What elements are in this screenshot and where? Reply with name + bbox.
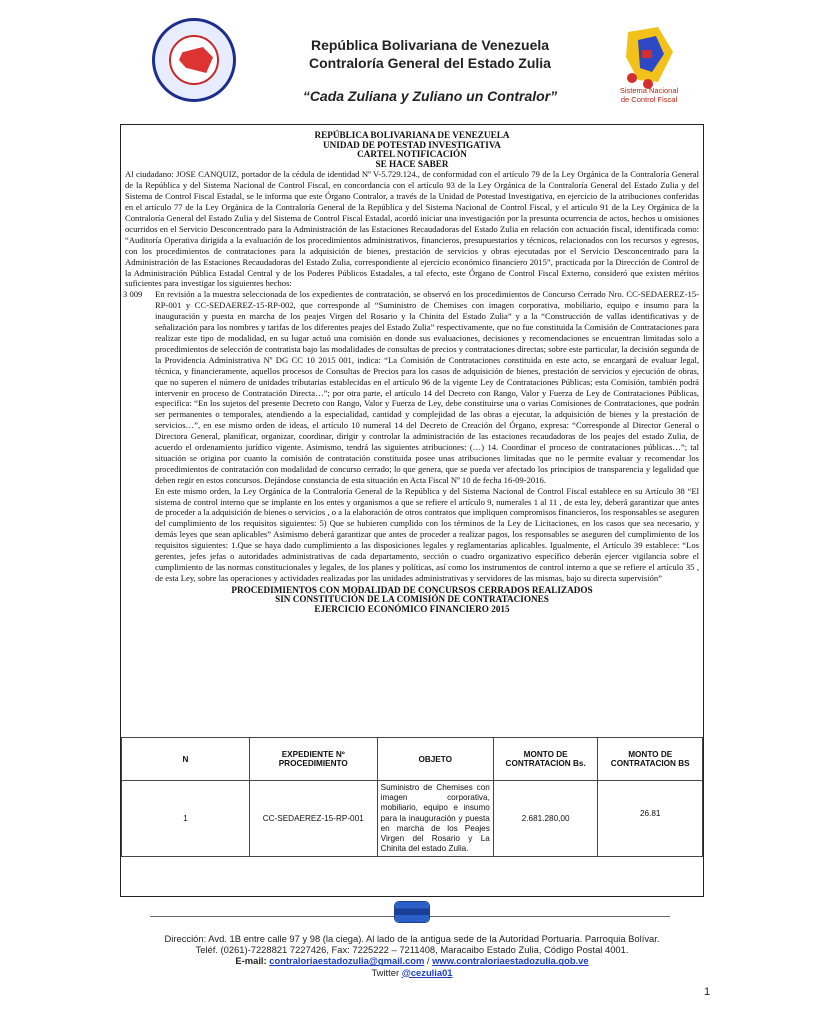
header-title	[280, 36, 580, 72]
sncf-label-line1: Sistema Nacional	[619, 86, 679, 95]
cell-objeto: Suministro de Chemises con imagen corporativa, mobiliario, equipo e insumo para la inauguración y puesta en marcha de los Peajes Virgen del Rosario y La Chinita del estado Zulia.	[377, 781, 493, 857]
cell-monto-2: 26.81	[598, 781, 703, 857]
cell-monto: 2.681.280,00	[493, 781, 598, 857]
col-header-monto: MONTO DE CONTRATACION Bs.	[493, 738, 598, 781]
table-row	[122, 781, 703, 857]
email-label: E-mail:	[235, 955, 267, 967]
col-header-monto-2: MONTO DE CONTRATACION BS	[598, 738, 703, 781]
paragraph-finding: En revisión a la muestra seleccionada de los expedientes de contratación, se observó en los procedimientos de Concurso Cerrado Nro. CC-SEDAEREZ-15-RP-001 y CC-SEDAEREZ-15-RP-002, que corresponde al “Suministro de Chemises con imagen corporativa, mobiliario, equipo e insumo para la inauguración y puesta en marcha de los peajes Virgen del Rosario y la Chinita del Estado Zulia” y a la “Construcción de vallas identificativas y de señalización para los nombres y tarifas de los diferentes peajes del Estado Zulia” respectivamente, que no fue constituida la Comisión de Contrataciones para realizar este tipo de modalidad, en su lugar actuó una comisión en donde sus evaluaciones, decisiones y recomendaciones se encuentran limitadas solo a procedimientos de selección de contratista bajo las modalidades de consultas de precios y contrataciones directas; sobre este particular, la decisión segunda de la Providencia Administrativa Nº DG CC 10 2015 001, indica: “La Comisión de Contrataciones constituida en este acto, se encargará de evaluar legal, técnica, y financieramente, aquellos procesos de Consultas de Precios para los casos de adquisición de bienes, prestación de servicios y ejecución de obras, que no superen el número de unidades tributarias establecidas en el artículo 96 de la vigente Ley de Contrataciones Públicas; esta Comisión, también podrá intervenir en proceso de Contratación Directa…”; por otra parte, el artículo 14 del Decreto con Rango, Valor y Fuerza de Ley de Contrataciones Públicas, especifica: “En los sujetos del presente Decreto con Rango, Valor y Fuerza de Ley, debe constituirse una o varias Comisiones de Contrataciones, que podrán ser permanentes o temporales, atendiendo a la especialidad, cantidad y complejidad de las obras a ejecutar, la adquisición de bienes y la prestación de servicios…”, en ese mismo orden de ideas, el artículo 10 numeral 14 del Decreto de Creación del Órgano, expresa: “Corresponde al Director General o Directora General, planificar, organizar, coordinar, dirigir y controlar la administración de las estaciones recaudadoras de los peajes del estado Zulia, de acuerdo el ordenamiento jurídico vigente. Asimismo, tendrá las siguientes atribuciones: (…) 14. Coordinar el proceso de contrataciones públicas…”; tal situación se origina por cuanto la comisión de contratación constituida posee unas atribuciones limitadas que no le permite evaluar y recomendar los procedimientos de contratación con modalidad de concurso cerrado; lo que genera, que se pueda ver afectado los principios de transparencia y legalidad que deben regir en estos concursos. Dejándose constancia de esta situación en Acta Fiscal Nº 10 de fecha 16-09-2016.	[155, 289, 699, 485]
header-line1: República Bolivariana de Venezuela	[310, 37, 550, 53]
sncf-label	[614, 86, 684, 104]
page-number: 1	[704, 986, 711, 998]
sncf-label-line2: de Control Fiscal	[620, 95, 678, 104]
footer-twitter	[120, 967, 704, 978]
table-title-3: EJERCICIO ECONÓMICO FINANCIERO 2015	[314, 604, 510, 614]
paragraph-legal-basis: En este mismo orden, la Ley Orgánica de la Contraloría General de la República y del Sistema Nacional de Control Fiscal establece en su Artículo 38 “El sistema de control interno que se implante en los entes y organismos a que se refiere el artículo 9, numerales 1 al 11 , de esta ley, deberá garantizar que antes de proceder a la adquisición de bienes o servicios , o a la elaboración de otros contratos que impliquen compromisos financieros, los responsables se aseguren del cumplimiento de los requisitos siguientes: 5) Que se hubieren cumplido con los términos de la Ley de Licitaciones, en los casos que sea necesario, y demás leyes que sean aplicables” Asimismo deberá garantizar que antes de proceder a realizar pagos, los responsables se aseguren del cumplimiento de los requisitos siguientes: 1.Que se haya dado cumplimiento a las disposiciones legales y reglamentarias aplicables. Igualmente, el Artículo 39 establece: “Los gerentes, jefes jefas o autoridades administrativas de cada departamento, sección o cuadro organizativo específico deberán ejercer vigilancia sobre el cumplimiento de las normas constitucionales y legales, de los planes y políticas, así como los instrumentos de control interno a que se refiere el artículo 35 , de esta Ley, sobre las operaciones y actividades realizadas por las unidades administrativas y servidores de las mismas, bajo su directa supervisión”	[155, 485, 699, 583]
header-line2: Contraloría General del Estado Zulia	[309, 55, 551, 71]
col-header-objeto: OBJETO	[377, 738, 493, 781]
table-title-2: SIN CONSTITUCIÓN DE LA COMISIÓN DE CONTRATACIONES	[275, 594, 549, 605]
footer-address: Dirección: Avd. 1B entre calle 97 y 98 (la ciega). Al lado de la antigua sede de la Autoridad Portuaria. Parroquia Bolívar.	[164, 933, 660, 944]
table-title-1: PROCEDIMIENTOS CON MODALIDAD DE CONCURSOS CERRADOS REALIZADOS	[231, 584, 593, 595]
zulia-flag-icon	[395, 902, 429, 922]
page-footer	[120, 933, 704, 978]
notice-title-2: UNIDAD DE POTESTAD INVESTIGATIVA	[323, 139, 501, 150]
footer-separator: /	[424, 955, 433, 967]
notice-title-block	[121, 131, 703, 169]
paragraph-notice: Al ciudadano: JOSE CANQUIZ, portador de la cédula de identidad Nº V-5.729.124., de conformidad con el artículo 79 de la Ley Orgánica de la Contraloría General de la República y del Sistema Nacional de Control Fiscal, en concordancia con el artículo 93 de la Ley Orgánica de la Contraloría General del Estado Zulia y del Sistema de Control Fiscal Estadal, se le informa que este Órgano Contralor, a través de la Unidad de Potestad Investigativa, en ejercicio de la atribuciones conferidas en el artículo 77 de la Ley Orgánica de la Contraloría General de la República y del Sistema Nacional de Control Fiscal, y el artículo 91 de la Ley Orgánica de la Contraloría General del Estado Zulia y del Sistema de Control Fiscal Estadal, acordó iniciar una investigación por la presunta ocurrencia de actos, hechos u omisiones ocurridos en el Servicio Desconcentrado para la Administración de las Estaciones Recaudadoras del Estado Zulia en relación con actuación fiscal, identificada como: “Auditoría Operativa dirigida a la evaluación de los procedimientos administrativos, financieros, presupuestarios y técnicos, relacionados con los recursos y egresos, con los procedimientos de contrataciones para la adquisición de bienes, prestación de servicios y obras ejecutadas por el Servicio Desconcentrado para la Administración de las Estaciones Recaudadoras del Estado Zulia, correspondiente al ejercicio económico financiero 2015”, practicada por la Dirección de Control de la Administración Pública Estadal Central y de los Poderes Públicos Estadales, a tal efecto, este Órgano de Control Fiscal Externo, consideró que existen méritos suficientes para investigar los siguientes hechos:	[125, 169, 699, 289]
notice-title-1: REPÚBLICA BOLIVARIANA DE VENEZUELA	[314, 130, 510, 140]
procedures-table	[121, 737, 703, 857]
twitter-link[interactable]: @cezulia01	[401, 966, 453, 978]
website-link[interactable]: www.contraloriaestadozulia.gob.ve	[432, 955, 589, 967]
notice-title-4: SE HACE SABER	[375, 158, 449, 169]
col-header-expediente: EXPEDIENTE Nº PROCEDIMIENTO	[249, 738, 377, 781]
table-header-row	[122, 738, 703, 781]
col-header-n: N	[122, 738, 250, 781]
finding-number: 3 009	[123, 289, 143, 300]
footer-contact	[120, 955, 704, 966]
header-slogan: “Cada Zuliana y Zuliano un Contralor”	[302, 88, 558, 104]
twitter-label: Twitter	[371, 966, 400, 978]
email-link[interactable]: contraloriaestadozulia@gmail.com	[269, 955, 425, 967]
cell-expediente: CC-SEDAEREZ-15-RP-001	[249, 781, 377, 857]
notice-frame	[120, 124, 704, 897]
notice-title-3: CARTEL NOTIFICACIÓN	[357, 149, 467, 160]
footer-phones: Teléf. (0261)-7228821 7227426, Fax: 7225222 – 7211408, Maracaibo Estado Zulia, Código Postal 4001.	[195, 944, 629, 956]
contraloria-seal-logo	[152, 18, 236, 102]
cell-n: 1	[122, 781, 250, 857]
table-title-block	[121, 586, 703, 615]
page-header	[0, 0, 819, 118]
